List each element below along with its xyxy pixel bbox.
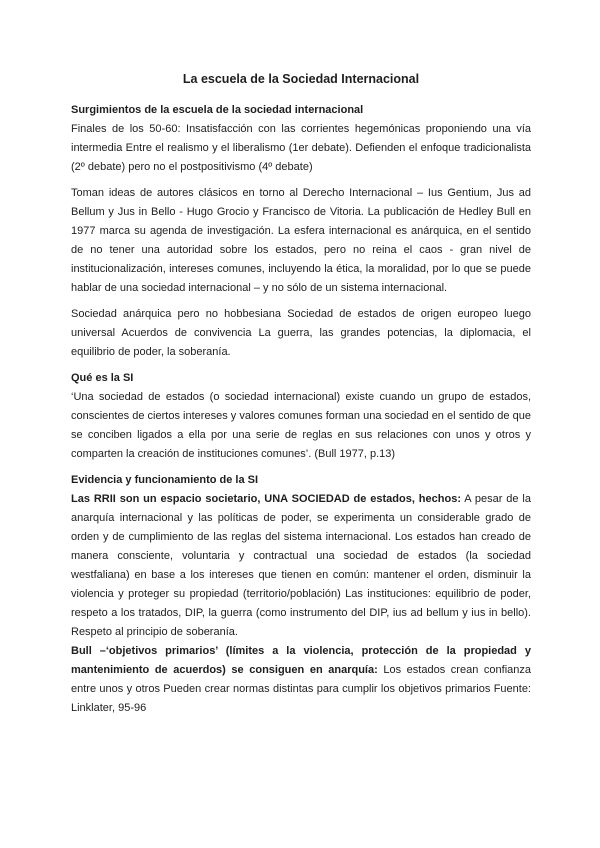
paragraph-bull-objetivos (71, 642, 531, 718)
paragraph-rrii-lead: Las RRII son un espacio societario, UNA SOCIEDAD de estados, hechos: (71, 493, 461, 505)
document-title: La escuela de la Sociedad Internacional (182, 72, 420, 86)
paragraph-rrii (71, 490, 531, 642)
section-que-es-la-si (71, 369, 531, 464)
section-heading-evidencia: Evidencia y funcionamiento de la SI (71, 474, 259, 486)
paragraph-bull-objetivos-lead: Bull –‘objetivos primarios’ (límites a la violencia, protección de la propiedad y mantenimiento de acuerdos) se consiguen en anarquía: (71, 645, 531, 676)
section-surgimientos (71, 101, 531, 362)
paragraph-bull-objetivos-text: Los estados crean confianza entre unos y otros Pueden crear normas distintas para cumplir los objetivos primarios Fuente: Linklater, 95-96 (71, 664, 531, 714)
paragraph-rrii-text: A pesar de la anarquía internacional y las políticas de poder, se experimenta un considerable grado de orden y de cumplimiento de las reglas del sistema internacional. Los estados han creado de manera consciente, voluntaria y contractual una sociedad de estados (la sociedad westfaliana) en base a los intereses que tienen en común: mantener el orden, disminuir la violencia y proteger su propiedad (territorio/población) Las instituciones: equilibrio de poder, respeto a los tratados, DIP, la guerra (como instrumento del DIP, ius ad bellum y ius in bello). Respeto al principio de soberanía. (71, 493, 531, 638)
paragraph-finales: Finales de los 50-60: Insatisfacción con las corrientes hegemónicas proponiendo una vía intermedia Entre el realismo y el liberalismo (1er debate). Defienden el enfoque tradicionalista (2º debate) pero no el postpositivismo (4º debate) (71, 123, 531, 173)
section-heading-que-es-la-si: Qué es la SI (71, 372, 134, 384)
paragraph-cita-bull: ‘Una sociedad de estados (o sociedad internacional) existe cuando un grupo de estados, conscientes de ciertos intereses y valores comunes forman una sociedad en el sentido de que se conciben ligados a ella por una serie de reglas en sus relaciones con unos y otros y comparten la creación de instituciones comunes’. (Bull 1977, p.13) (71, 391, 531, 460)
paragraph-toman-ideas: Toman ideas de autores clásicos en torno al Derecho Internacional – Ius Gentium, Jus ad Bellum y Jus in Bello - Hugo Grocio y Francisco de Vitoria. La publicación de Hedley Bull en 1977 marca su agenda de investigación. La esfera internacional es anárquica, en el sentido de no tener una autoridad sobre los estados, pero no reina el caos - gran nivel de institucionalización, intereses comunes, incluyendo la ética, la moralidad, por lo que se puede hablar de una sociedad internacional – y no sólo de un sistema internacional. (71, 187, 531, 294)
section-evidencia (71, 471, 531, 718)
section-heading-surgimientos: Surgimientos de la escuela de la sociedad internacional (71, 104, 364, 116)
paragraph-sociedad-anarquica: Sociedad anárquica pero no hobbesiana Sociedad de estados de origen europeo luego universal Acuerdos de convivencia La guerra, las grandes potencias, la diplomacia, el equilibrio de poder, la soberanía. (71, 308, 531, 358)
